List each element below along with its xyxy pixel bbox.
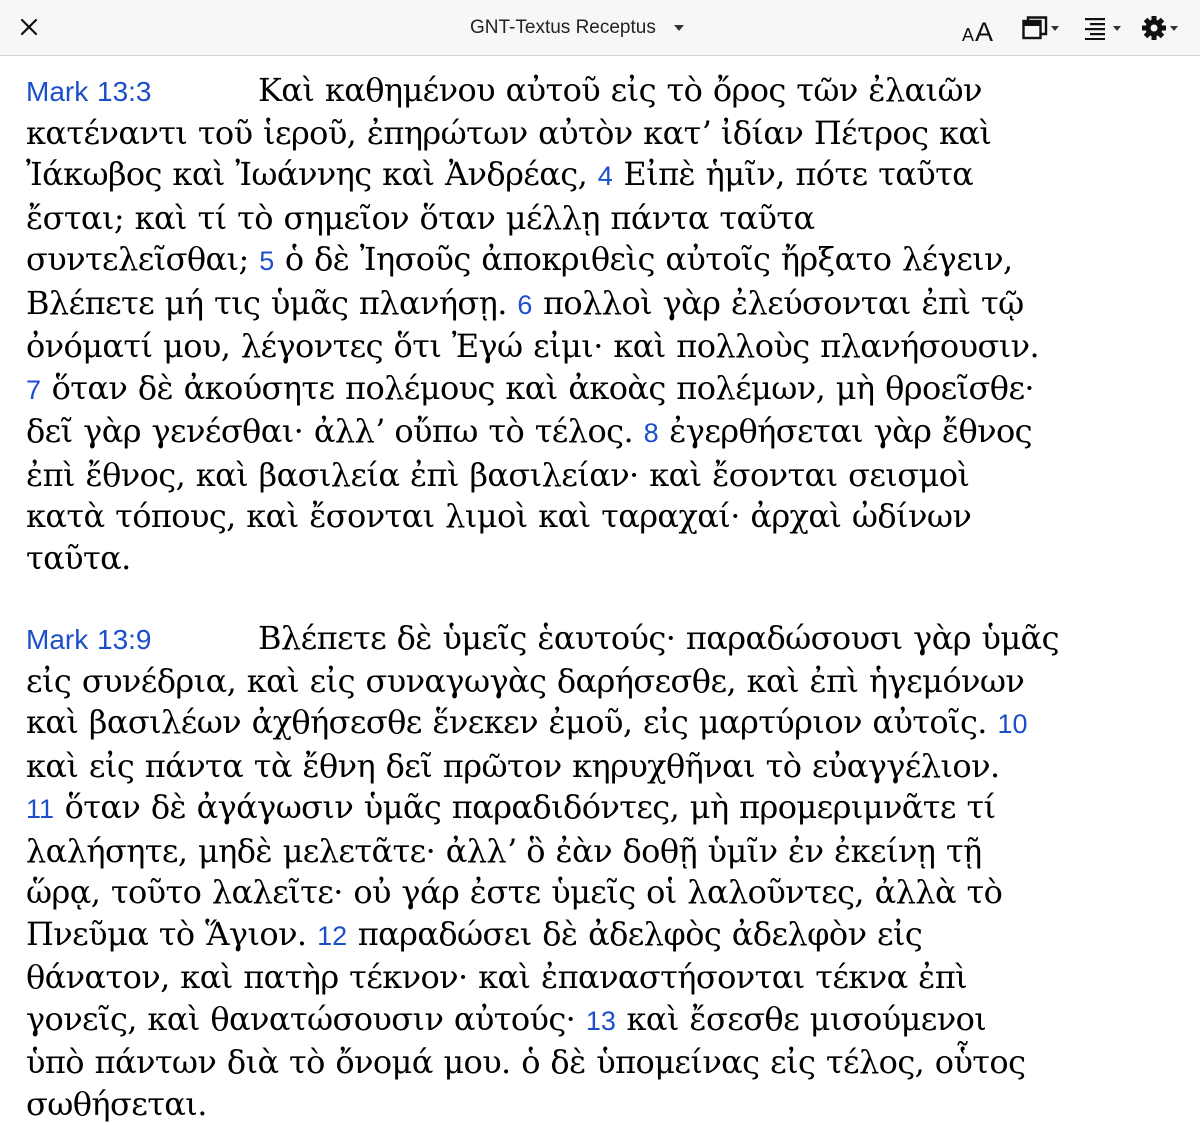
passage-line <box>26 538 1186 580</box>
verse-number[interactable]: 12 <box>317 921 347 951</box>
version-selector[interactable] <box>470 14 684 42</box>
text-size-small-label: A <box>962 26 974 44</box>
verse-text: καὶ εἰς πάντα τὰ ἔθνη δεῖ πρῶτον κηρυχθῆναι τὸ εὐαγγέλιον. <box>26 747 1000 785</box>
list-button[interactable] <box>1084 12 1121 44</box>
passage-line <box>26 283 1186 327</box>
verse-text: ἐγερθήσεται γὰρ ἔθνος <box>669 412 1032 450</box>
version-title: GNT-Textus Receptus <box>470 17 656 39</box>
verse-text: Πνεῦμα τὸ Ἅγιον. <box>26 915 307 953</box>
passage-line <box>26 872 1186 914</box>
passage-line <box>26 1084 1186 1125</box>
verse-text: ὀνόματί μου, λέγοντες ὅτι Ἐγώ εἰμι· καὶ πολλοὺς πλανήσουσιν. <box>26 327 1039 365</box>
verse-text: εἰς συνέδρια, καὶ εἰς συναγωγὰς δαρήσεσθε, καὶ ἐπὶ ἡγεμόνων <box>26 662 1024 700</box>
chevron-down-icon <box>1170 26 1178 31</box>
gear-icon <box>1141 15 1167 41</box>
text-size-button[interactable] <box>962 12 993 44</box>
verse-number[interactable]: 4 <box>598 161 613 191</box>
passage-line <box>26 787 1186 831</box>
passage <box>26 70 1186 579</box>
verse-text: ὅταν δὲ ἀγάγωσιν ὑμᾶς παραδιδόντες, μὴ προμεριμνᾶτε τί <box>65 788 996 826</box>
verse-text: θάνατον, καὶ πατὴρ τέκνον· καὶ ἐπαναστήσονται τέκνα ἐπὶ <box>26 958 967 996</box>
verse-text: σωθήσεται. <box>26 1085 207 1123</box>
settings-button[interactable] <box>1141 12 1178 44</box>
verse-reference-link[interactable]: Mark 13:3 <box>26 71 258 113</box>
verse-number[interactable]: 5 <box>259 246 274 276</box>
passage-line <box>26 326 1186 368</box>
verse-text: λαλήσητε, μηδὲ μελετᾶτε· ἀλλʼ ὃ ἐὰν δοθῇ ὑμῖν ἐν ἐκείνῃ τῇ <box>26 832 982 870</box>
verse-number[interactable]: 13 <box>586 1006 616 1036</box>
passage-line <box>26 831 1186 873</box>
verse-text: παραδώσει δὲ ἀδελφὸς ἀδελφὸν εἰς <box>358 915 923 953</box>
close-icon <box>20 18 38 36</box>
verse-text: Ἰάκωβος καὶ Ἰωάννης καὶ Ἀνδρέας, <box>26 155 587 193</box>
passage-line <box>26 455 1186 497</box>
chevron-down-icon <box>1113 26 1121 31</box>
passage-line <box>26 618 1186 661</box>
layout-icon <box>1022 16 1048 40</box>
verse-text: ταῦτα. <box>26 539 131 577</box>
passage-line <box>26 661 1186 703</box>
passage-line <box>26 999 1186 1043</box>
verse-text: ὁ δὲ Ἰησοῦς ἀποκριθεὶς αὐτοῖς ἤρξατο λέγειν, <box>285 240 1013 278</box>
verse-text: ὅταν δὲ ἀκούσητε πολέμους καὶ ἀκοὰς πολέμων, μὴ θροεῖσθε· <box>52 369 1034 407</box>
passage-line <box>26 113 1186 155</box>
verse-text: Βλέπετε δὲ ὑμεῖς ἑαυτούς· παραδώσουσι γὰρ ὑμᾶς <box>258 619 1059 657</box>
verse-text: ὥρᾳ, τοῦτο λαλεῖτε· οὐ γάρ ἐστε ὑμεῖς οἱ λαλοῦντες, ἀλλὰ τὸ <box>26 873 1002 911</box>
chevron-down-icon <box>674 25 684 31</box>
passage-line <box>26 702 1186 746</box>
passage-line <box>26 154 1186 198</box>
passage-line <box>26 70 1186 113</box>
passage-line <box>26 496 1186 538</box>
verse-number[interactable]: 10 <box>997 709 1027 739</box>
verse-text: Καὶ καθημένου αὐτοῦ εἰς τὸ ὄρος τῶν ἐλαιῶν <box>258 71 982 109</box>
scripture-content <box>26 70 1186 1125</box>
layout-button[interactable] <box>1022 12 1059 44</box>
verse-text: καὶ βασιλέων ἀχθήσεσθε ἕνεκεν ἐμοῦ, εἰς μαρτύριον αὐτοῖς. <box>26 703 987 741</box>
passage-line <box>26 746 1186 788</box>
passage-line <box>26 368 1186 412</box>
verse-number[interactable]: 11 <box>26 794 54 824</box>
verse-text: κατέναντι τοῦ ἱεροῦ, ἐπηρώτων αὐτὸν κατʼ ἰδίαν Πέτρος καὶ <box>26 114 991 152</box>
verse-reference-link[interactable]: Mark 13:9 <box>26 619 258 661</box>
verse-text: Βλέπετε μή τις ὑμᾶς πλανήσῃ. <box>26 284 507 322</box>
verse-text: πολλοὶ γὰρ ἐλεύσονται ἐπὶ τῷ <box>543 284 1024 322</box>
verse-text: Εἰπὲ ἡμῖν, πότε ταῦτα <box>623 155 973 193</box>
verse-text: ἐπὶ ἔθνος, καὶ βασιλεία ἐπὶ βασιλείαν· καὶ ἔσονται σεισμοὶ <box>26 456 969 494</box>
verse-text: ἔσται; καὶ τί τὸ σημεῖον ὅταν μέλλῃ πάντα ταῦτα <box>26 199 815 237</box>
text-size-large-label: A <box>975 20 993 44</box>
verse-text: κατὰ τόπους, καὶ ἔσονται λιμοὶ καὶ ταραχαί· ἀρχαὶ ὠδίνων <box>26 497 971 535</box>
verse-number[interactable]: 6 <box>517 290 532 320</box>
passage-line <box>26 239 1186 283</box>
list-icon <box>1084 16 1110 40</box>
passage-line <box>26 957 1186 999</box>
verse-text: καὶ ἔσεσθε μισούμενοι <box>626 1000 986 1038</box>
passage-line <box>26 198 1186 240</box>
passage <box>26 618 1186 1125</box>
close-button[interactable] <box>14 12 44 42</box>
passage-line <box>26 411 1186 455</box>
verse-number[interactable]: 8 <box>644 418 659 448</box>
verse-number[interactable]: 7 <box>26 375 41 405</box>
verse-text: γονεῖς, καὶ θανατώσουσιν αὐτούς· <box>26 1000 575 1038</box>
chevron-down-icon <box>1051 26 1059 31</box>
verse-text: ὑπὸ πάντων διὰ τὸ ὄνομά μου. ὁ δὲ ὑπομείνας εἰς τέλος, οὗτος <box>26 1043 1025 1081</box>
verse-text: συντελεῖσθαι; <box>26 240 249 278</box>
verse-text: δεῖ γὰρ γενέσθαι· ἀλλʼ οὔπω τὸ τέλος. <box>26 412 633 450</box>
toolbar <box>0 0 1200 56</box>
passage-line <box>26 914 1186 958</box>
passage-line <box>26 1042 1186 1084</box>
